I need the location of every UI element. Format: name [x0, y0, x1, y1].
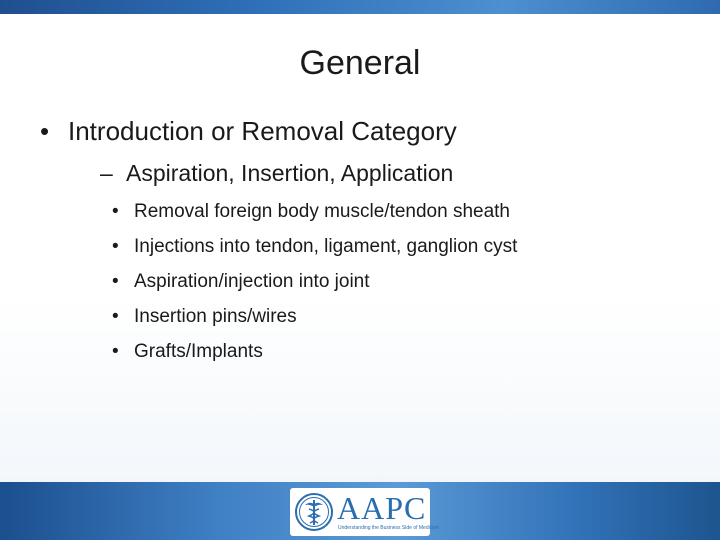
caduceus-icon	[294, 492, 334, 532]
list-item-text: Removal foreign body muscle/tendon sheath	[134, 201, 511, 222]
dash-marker: –	[100, 160, 113, 186]
list-item-text: Injections into tendon, ligament, ganglion cyst	[134, 236, 518, 257]
logo-wordmark: AAPC	[337, 490, 427, 526]
bullet-level1	[40, 116, 457, 147]
list-item	[112, 338, 517, 373]
bullet-level1-text: Introduction or Removal Category	[68, 116, 457, 146]
sub-bullet-list	[112, 198, 517, 373]
slide-title: General	[299, 44, 421, 82]
bullet-marker: •	[112, 306, 119, 327]
bullet-marker: •	[112, 271, 119, 292]
list-item-text: Insertion pins/wires	[134, 306, 297, 327]
bullet-marker: •	[112, 201, 119, 222]
list-item-text: Grafts/Implants	[134, 341, 263, 362]
list-item-text: Aspiration/injection into joint	[134, 271, 370, 292]
bullet-level2	[100, 160, 453, 187]
bullet-marker: •	[112, 341, 119, 362]
aapc-logo	[290, 488, 439, 536]
bullet-marker: •	[40, 116, 50, 146]
bullet-level2-text: Aspiration, Insertion, Application	[126, 160, 454, 186]
list-item	[112, 303, 517, 338]
list-item	[112, 233, 517, 268]
bullet-marker: •	[112, 236, 119, 257]
top-accent-bar	[0, 0, 720, 14]
list-item	[112, 198, 517, 233]
logo-tagline: Understanding the Business Side of Medicine	[338, 525, 439, 531]
list-item	[112, 268, 517, 303]
